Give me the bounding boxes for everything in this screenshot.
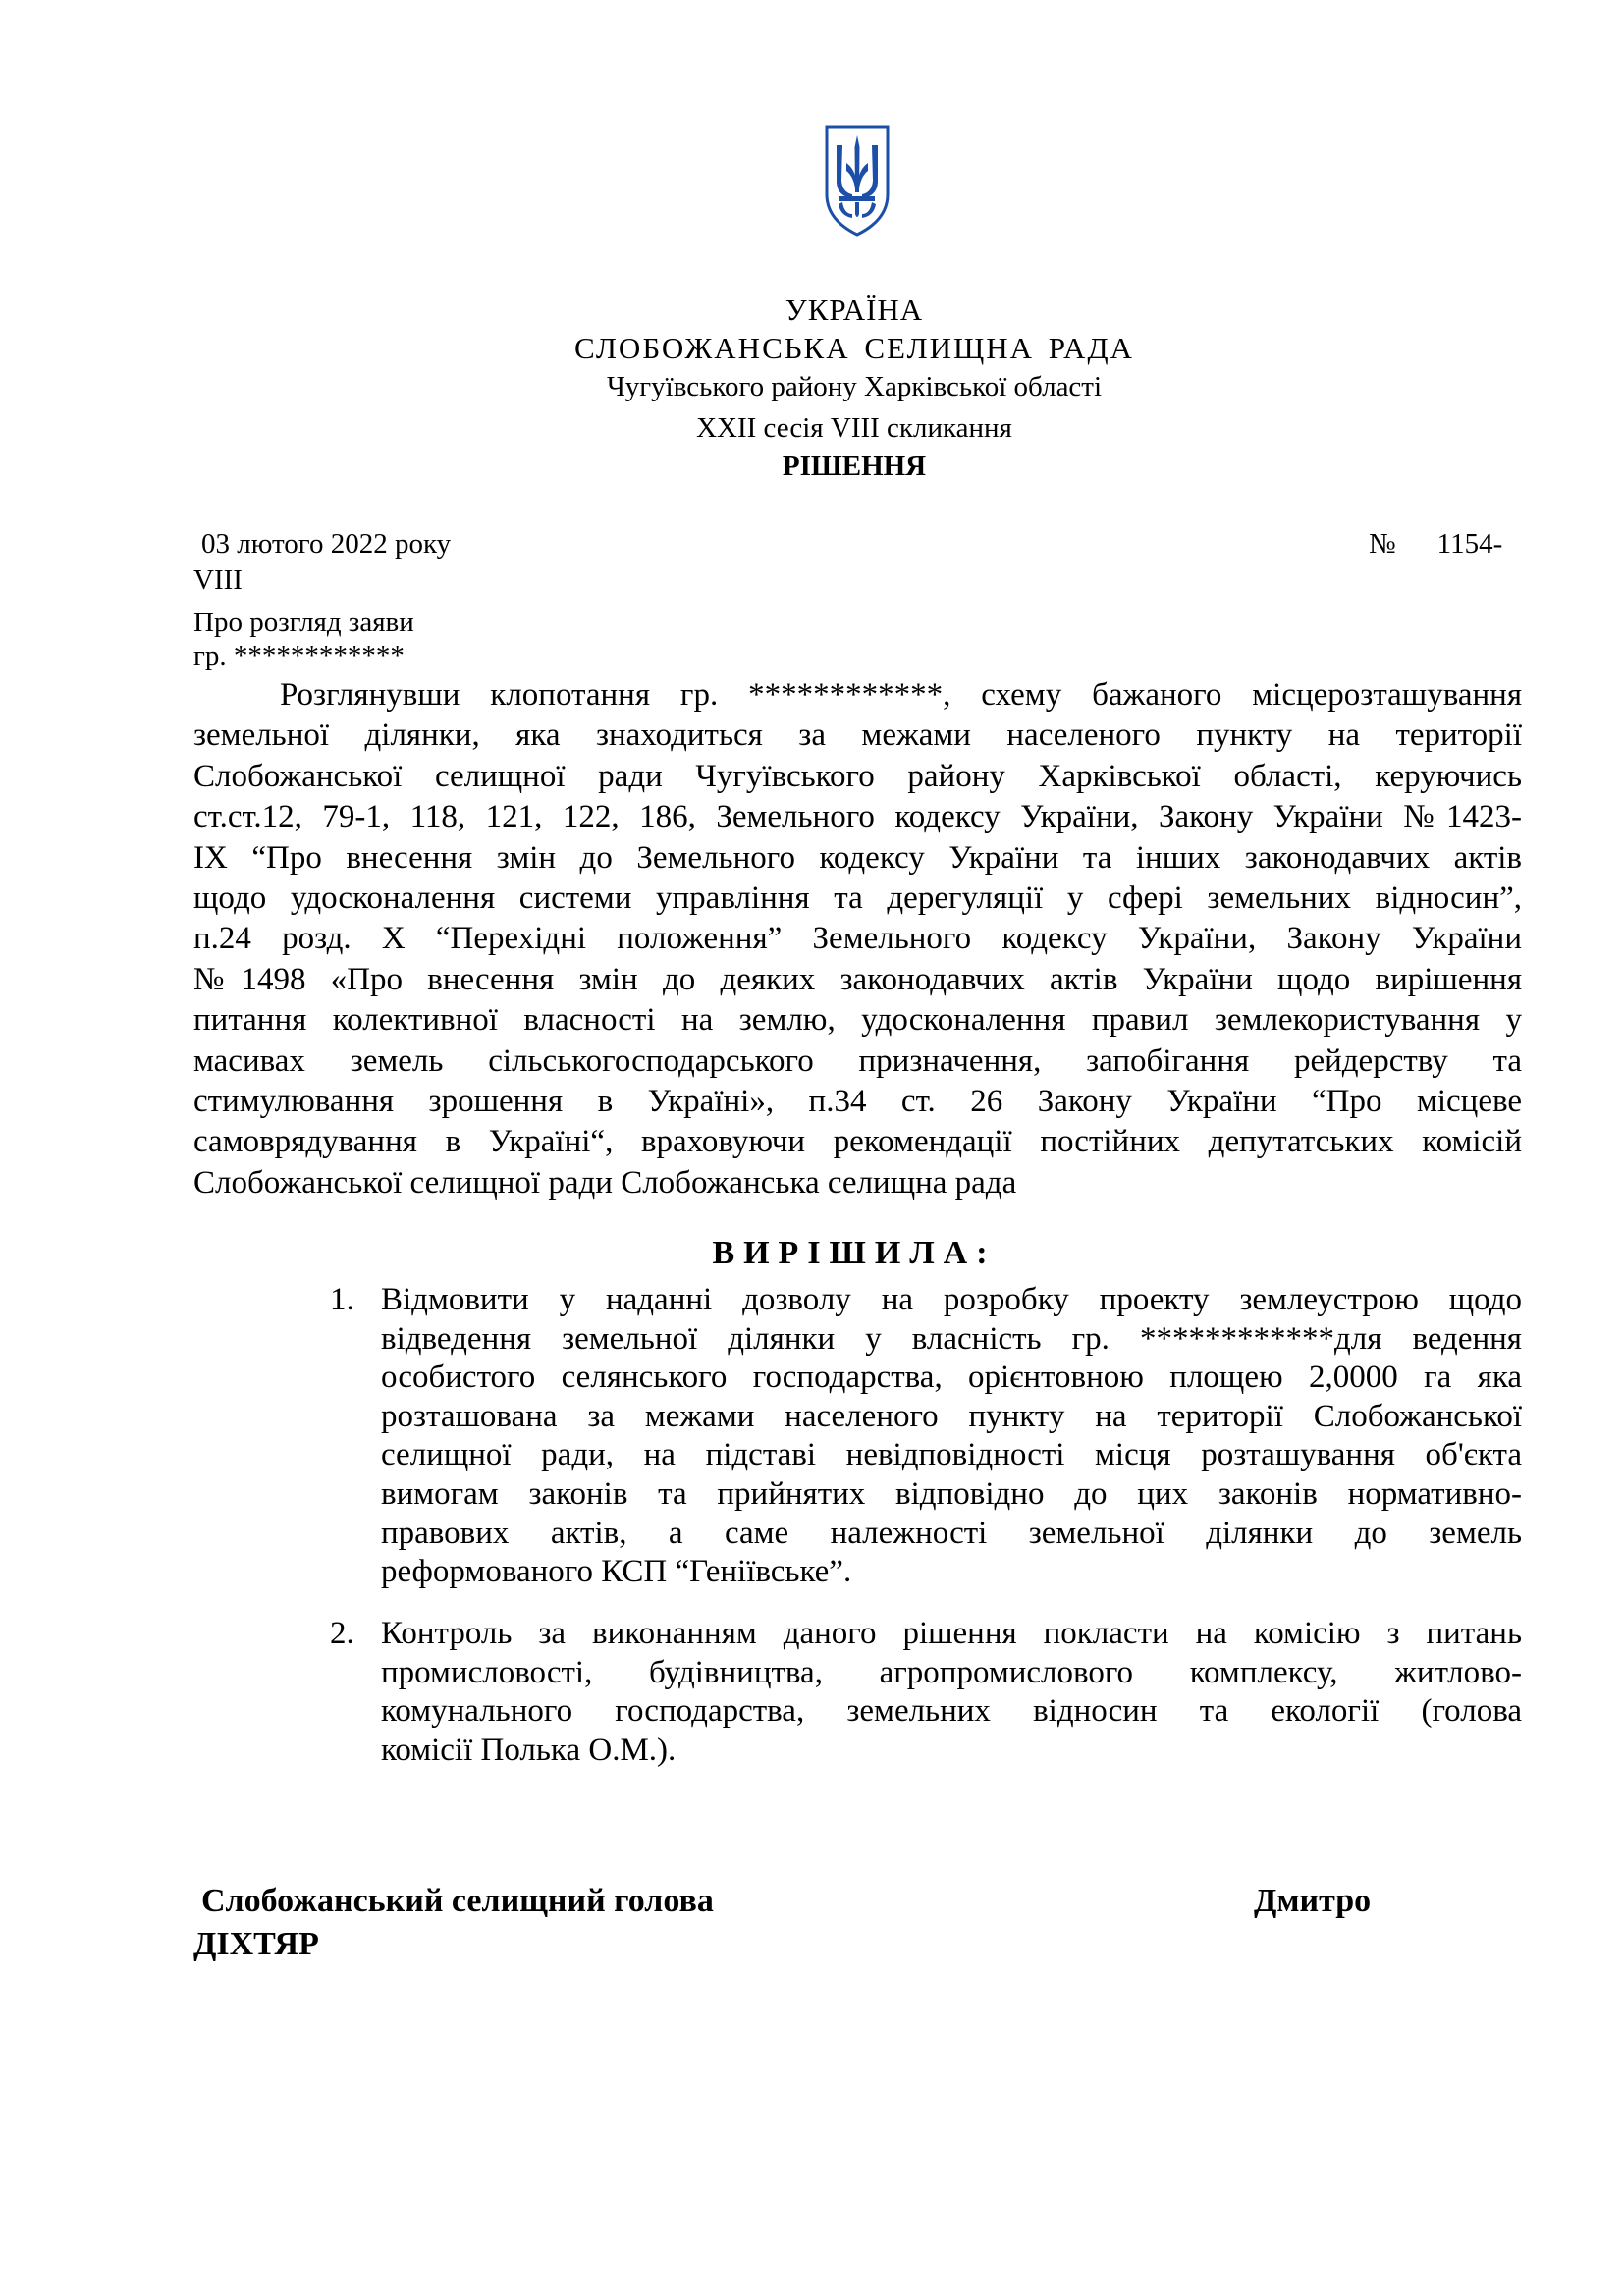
- item-line: розташована за межами населеного пункту на території Слобожанської: [381, 1398, 1522, 1434]
- council-heading: СЛОБОЖАНСЬКА СЕЛИЩНА РАДА: [574, 331, 1134, 365]
- item-line: комунального господарства, земельних відносин та екології (голова: [381, 1693, 1522, 1730]
- decision-number: [1369, 528, 1502, 561]
- item-number: 1.: [330, 1282, 354, 1317]
- paragraph-line: стимулювання зрошення в Україні», п.34 ст. 26 Закону України “Про місцеве: [193, 1083, 1522, 1119]
- number-sign: №: [1369, 528, 1396, 560]
- item-number: 2.: [330, 1616, 354, 1651]
- paragraph-line: Слобожанської селищної ради Чугуївського району Харківської області, керуючись: [193, 758, 1522, 794]
- paragraph-line: щодо удосконалення системи управління та дерегуляції у сфері земельних відносин”,: [193, 880, 1522, 916]
- subject-line: гр. ************: [193, 640, 405, 671]
- item-line: особистого селянського господарства, орієнтовною площею 2,0000 га яка: [381, 1360, 1522, 1396]
- item-line: реформованого КСП “Геніївське”.: [381, 1554, 852, 1590]
- paragraph-line: №1498 «Про внесення змін до деяких законодавчих актів України щодо вирішення: [193, 961, 1522, 997]
- subject-line: Про розгляд заяви: [193, 607, 414, 638]
- country-heading: УКРАЇНА: [785, 293, 924, 327]
- preamble-paragraph: [193, 675, 1522, 1203]
- paragraph-line: ст.ст.12, 79-1, 118, 121, 122, 186, Земельного кодексу України, Закону України №1423-: [193, 799, 1522, 835]
- item-line: промисловості, будівництва, агропромислового комплексу, житлово-: [381, 1654, 1522, 1690]
- item-line: комісії Полька О.М.).: [381, 1732, 677, 1768]
- decision-date: 03 лютого 2022 року: [201, 528, 452, 560]
- signatory-last-name: ДІХТЯР: [193, 1926, 319, 1962]
- item-line: селищної ради, на підставі невідповідності місця розташування об'єкта: [381, 1437, 1522, 1473]
- coat-of-arms-icon: [823, 124, 892, 238]
- decided-heading: ВИРІШИЛА:: [712, 1235, 997, 1271]
- document-type-heading: РІШЕННЯ: [782, 451, 927, 482]
- number-value: 1154-: [1436, 528, 1503, 560]
- decision-number-continuation: VIII: [193, 564, 243, 596]
- item-line: Контроль за виконанням даного рішення покласти на комісію з питань: [381, 1616, 1522, 1651]
- item-line: Відмовити у наданні дозволу на розробку проекту землеустрою щодо: [381, 1282, 1522, 1317]
- signatory-title: Слобожанський селищний голова: [201, 1883, 714, 1919]
- paragraph-line: Слобожанської селищної ради Слобожанська селищна рада: [193, 1164, 1017, 1201]
- district-line: Чугуївського району Харківської області: [606, 371, 1103, 402]
- item-text: [381, 1615, 1522, 1770]
- item-text: [381, 1281, 1522, 1592]
- paragraph-line: п.24 розд. Х “Перехідні положення” Земельного кодексу України, Закону України: [193, 921, 1522, 957]
- paragraph-line: самоврядування в Україні“, враховуючи рекомендації постійних депутатських комісій: [193, 1124, 1522, 1160]
- session-line: XXII сесія VIII скликання: [696, 412, 1012, 444]
- signatory-first-name: Дмитро: [1254, 1883, 1372, 1919]
- paragraph-line: Розглянувши клопотання гр. ************, схему бажаного місцерозташування: [280, 677, 1522, 713]
- item-line: правових актів, а саме належності земельної ділянки до земель: [381, 1515, 1522, 1551]
- paragraph-line: питання колективної власності на землю, удосконалення правил землекористування у: [193, 1002, 1522, 1039]
- paragraph-line: масивах земель сільськогосподарського призначення, запобігання рейдерству та: [193, 1042, 1522, 1079]
- item-line: вимогам законів та прийнятих відповідно до цих законів нормативно-: [381, 1475, 1522, 1512]
- item-line: відведення земельної ділянки у власність гр. ************для ведення: [381, 1320, 1522, 1357]
- paragraph-line: IX “Про внесення змін до Земельного кодексу України та інших законодавчих актів: [193, 839, 1522, 876]
- paragraph-line: земельної ділянки, яка знаходиться за межами населеного пункту на території: [193, 718, 1522, 754]
